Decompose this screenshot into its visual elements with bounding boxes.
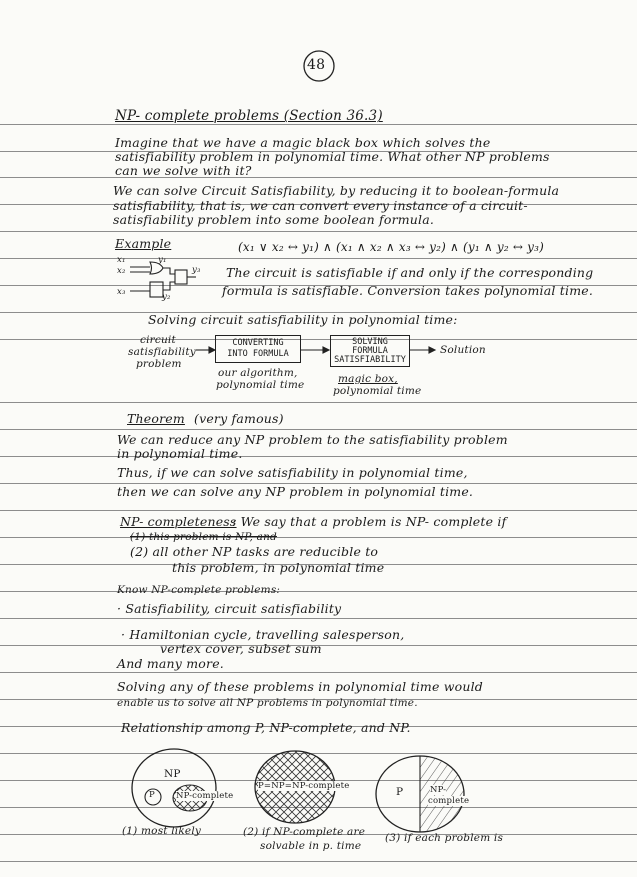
circuit-label-x3: x₃ bbox=[117, 287, 126, 297]
intro-line-3: can we solve with it? bbox=[115, 163, 252, 178]
intro-line-4: We can solve Circuit Satisfiability, by reducing it to boolean-formula bbox=[113, 183, 560, 198]
intro-line-5: satisfiability, that is, we can convert every instance of a circuit- bbox=[113, 198, 528, 213]
flow-input-line-1: circuit bbox=[140, 334, 176, 346]
theorem-line-3: Thus, if we can solve satisfiability in polynomial time, bbox=[117, 465, 468, 480]
theorem-line-1: We can reduce any NP problem to the satisfiability problem bbox=[117, 432, 508, 447]
circuit-label-x2: x₂ bbox=[117, 266, 126, 276]
npc-item-2: (2) all other NP tasks are reducible to bbox=[130, 544, 379, 559]
box1-caption-2: polynomial time bbox=[216, 379, 305, 391]
flow-title: Solving circuit satisfiability in polynomial time: bbox=[148, 312, 458, 327]
diagram1-caption: (1) most likely bbox=[122, 825, 202, 837]
solving-box-line-3: SATISFIABILITY bbox=[334, 355, 406, 365]
diagram2-caption-1: (2) if NP-complete are bbox=[243, 826, 366, 838]
example-formula: (x₁ ∨ x₂ ↔ y₁) ∧ (x₁ ∧ x₂ ∧ x₃ ↔ y₂) ∧ (y₁ ∧ y₂ ↔ y₃) bbox=[238, 240, 545, 254]
diagram2-caption-2: solvable in p. time bbox=[260, 840, 362, 852]
solving-line-1: Solving any of these problems in polynomial time would bbox=[117, 679, 484, 694]
diagram3-p: P bbox=[396, 786, 404, 798]
page-number: 48 bbox=[307, 57, 326, 73]
circuit-label-x1: x₁ bbox=[117, 255, 126, 265]
box1-caption-1: our algorithm, bbox=[218, 367, 298, 379]
solving-box-line-1: SOLVING bbox=[352, 337, 388, 347]
circuit-label-y2: y₂ bbox=[162, 292, 171, 302]
flow-input-line-3: problem bbox=[136, 358, 182, 370]
known-item-2: · Hamiltonian cycle, travelling salesperson, bbox=[121, 627, 405, 642]
example-label: Example bbox=[115, 236, 172, 251]
converting-box-line-1: CONVERTING bbox=[232, 338, 284, 348]
circuit-label-y1: y₁ bbox=[158, 255, 167, 265]
known-item-1: · Satisfiability, circuit satisfiability bbox=[117, 601, 342, 616]
diagram3-complete: complete bbox=[428, 796, 470, 806]
box2-caption-2: polynomial time bbox=[333, 385, 422, 397]
diagram3-caption: (3) if each problem is bbox=[385, 832, 504, 844]
theorem-line-4: then we can solve any NP problem in polynomial time. bbox=[117, 484, 474, 499]
box2-caption-1: magic box, bbox=[338, 373, 398, 385]
diagram1-p: P bbox=[149, 790, 155, 800]
intro-line-1: Imagine that we have a magic black box which solves the bbox=[115, 135, 491, 150]
diagram3-np: NP- bbox=[430, 785, 447, 795]
known-item-4: And many more. bbox=[117, 656, 224, 671]
diagram2-label: P=NP=NP-complete bbox=[258, 781, 350, 791]
converting-box-line-2: INTO FORMULA bbox=[227, 349, 289, 359]
npc-label: NP- completeness bbox=[120, 514, 237, 529]
npc-definition: : We say that a problem is NP- complete if bbox=[232, 514, 507, 529]
diagram1-npc: NP-complete bbox=[176, 791, 234, 801]
solving-box-line-2: FORMULA bbox=[352, 346, 388, 356]
section-heading: NP- complete problems (Section 36.3) bbox=[115, 108, 383, 124]
theorem-line-2: in polynomial time. bbox=[117, 446, 243, 461]
example-text-2: formula is satisfiable. Conversion takes polynomial time. bbox=[222, 283, 594, 298]
known-intro: Know NP-complete problems: bbox=[117, 584, 281, 596]
intro-line-6: satisfiability problem into some boolean formula. bbox=[113, 212, 435, 227]
intro-line-2: satisfiability problem in polynomial time. What other NP problems bbox=[115, 149, 550, 164]
solving-line-2: enable us to solve all NP problems in polynomial time. bbox=[117, 697, 418, 709]
example-text-1: The circuit is satisfiable if and only if the corresponding bbox=[226, 265, 594, 280]
circuit-label-y3: y₃ bbox=[192, 265, 201, 275]
flow-input-line-2: satisfiability bbox=[128, 346, 196, 358]
npc-item-2b: this problem, in polynomial time bbox=[172, 560, 385, 575]
relationship-title: Relationship among P, NP-complete, and NP. bbox=[121, 720, 411, 735]
flow-output: Solution bbox=[440, 344, 486, 356]
theorem-label: Theorem bbox=[127, 411, 185, 426]
theorem-note: (very famous) bbox=[194, 411, 284, 426]
npc-item-1: (1) this problem is NP, and bbox=[130, 531, 277, 543]
known-item-3: vertex cover, subset sum bbox=[160, 641, 322, 656]
diagram1-np: NP bbox=[164, 768, 181, 780]
